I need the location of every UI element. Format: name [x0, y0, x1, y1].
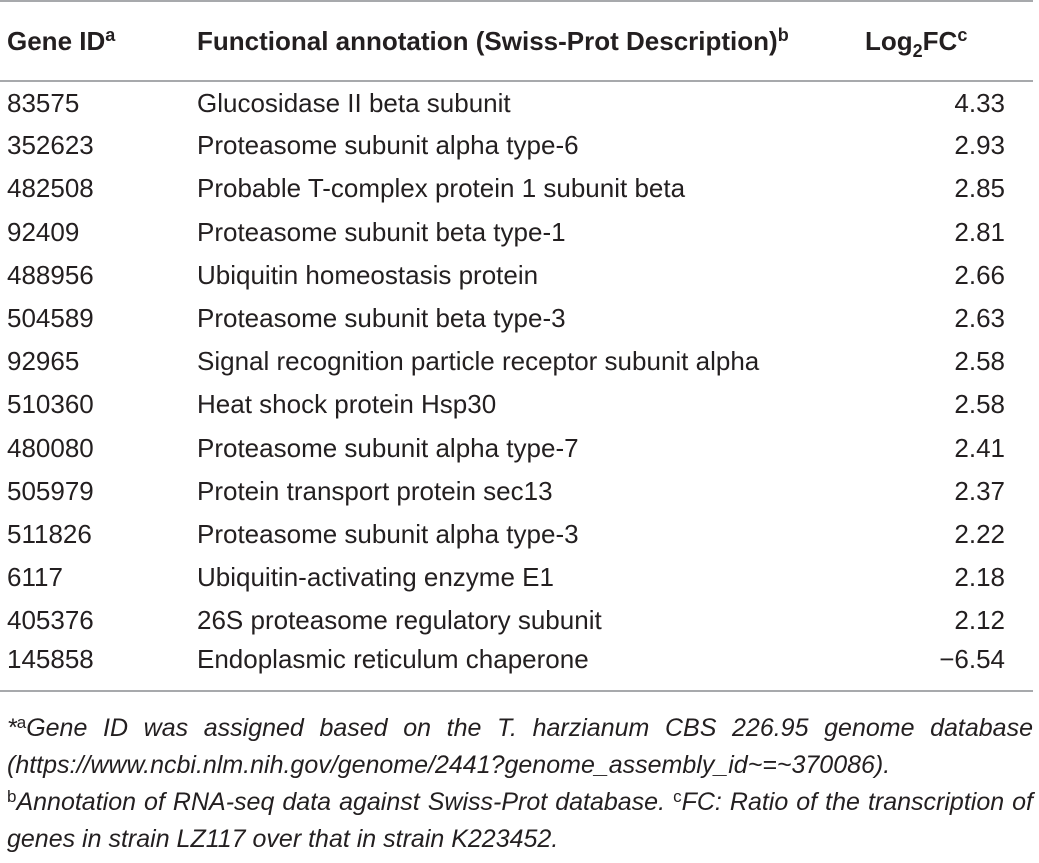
gene-id-cell: 482508: [7, 173, 94, 204]
log2fc-cell: 2.58: [954, 346, 1005, 377]
annotation-cell: Probable T-complex protein 1 subunit beta: [197, 173, 686, 204]
table-row: [0, 427, 1033, 470]
gene-id-cell: 480080: [7, 432, 94, 463]
header-log2fc: $Log_2FC^c$: [865, 1, 1033, 81]
gene-id-cell: 504589: [7, 303, 94, 334]
annotation-cell: Proteasome subunit alpha type-3: [197, 518, 579, 549]
table-body: [0, 81, 1033, 691]
table-row: [0, 81, 1033, 124]
gene-id-cell: 511826: [7, 518, 92, 549]
log2fc-cell: 2.22: [954, 518, 1005, 549]
table-footnotes: [7, 710, 1033, 858]
gene-id-cell: 145858: [0, 642, 187, 691]
table-header-row: [0, 1, 1033, 81]
footnote-a: *$^a$Gene ID was assigned based on the T. harzianum CBS 226.95 genome database (https://www.ncbi.nlm.nih.gov/genome/2441?genome_assembly_id~=~370086).: [7, 713, 1033, 779]
log2fc-cell: 2.41: [954, 432, 1005, 463]
table-row: [0, 470, 1033, 513]
table-row: [0, 211, 1033, 254]
gene-id-cell: 92965: [7, 346, 80, 377]
annotation-cell: Heat shock protein Hsp30: [197, 389, 497, 420]
annotation-cell: Proteasome subunit alpha type-7: [197, 432, 579, 463]
annotation-cell: Signal recognition particle receptor subunit alpha: [197, 346, 760, 377]
table-row: [0, 340, 1033, 383]
annotation-cell: 26S proteasome regulatory subunit: [197, 605, 602, 636]
gene-id-cell: 505979: [7, 475, 94, 506]
log2fc-cell: 2.18: [954, 562, 1005, 593]
table-row: [0, 124, 1033, 167]
footnote-b-c: $^b$Annotation of RNA-seq data against Swiss-Prot database. $^c$FC: Ratio of the transcription of genes in strain LZ117 over that in strain K223452.: [7, 787, 1034, 853]
table-row: [0, 642, 1033, 691]
table-row: [0, 599, 1033, 642]
log2fc-cell: 2.85: [954, 173, 1005, 204]
annotation-cell: Proteasome subunit beta type-3: [197, 303, 566, 334]
annotation-cell: Ubiquitin-activating enzyme E1: [197, 562, 554, 593]
header-gene-id: Gene $ID^a$: [0, 1, 187, 81]
table-row: [0, 254, 1033, 297]
annotation-cell: Glucosidase II beta subunit: [197, 87, 511, 118]
table-row: [0, 297, 1033, 340]
log2fc-cell: 4.33: [954, 87, 1005, 118]
annotation-cell: Proteasome subunit alpha type-6: [197, 130, 579, 161]
gene-id-cell: 6117: [7, 562, 63, 593]
table-row: [0, 383, 1033, 426]
log2fc-cell: 2.37: [954, 475, 1005, 506]
table-row: [0, 556, 1033, 599]
table-row: [0, 167, 1033, 210]
table-row: [0, 513, 1033, 556]
annotation-cell: Ubiquitin homeostasis protein: [197, 259, 539, 290]
log2fc-cell: 2.93: [954, 130, 1005, 161]
log2fc-cell: 2.58: [954, 389, 1005, 420]
annotation-cell: Proteasome subunit beta type-1: [197, 216, 566, 247]
annotation-cell: Endoplasmic reticulum chaperone: [187, 642, 865, 691]
gene-id-cell: 488956: [7, 259, 94, 290]
header-annotation: Functional annotation (Swiss-Prot Description)$^b$: [187, 1, 865, 81]
gene-id-cell: 352623: [7, 130, 94, 161]
gene-id-cell: 510360: [7, 389, 94, 420]
log2fc-cell: 2.81: [954, 216, 1005, 247]
log2fc-cell: 2.12: [954, 605, 1005, 636]
log2fc-cell: 2.63: [954, 303, 1005, 334]
log2fc-cell: −6.54: [865, 642, 1033, 691]
gene-id-cell: 405376: [7, 605, 94, 636]
gene-id-cell: 83575: [7, 87, 80, 118]
log2fc-cell: 2.66: [954, 259, 1005, 290]
annotation-cell: Protein transport protein sec13: [197, 475, 553, 506]
gene-id-cell: 92409: [7, 216, 80, 247]
